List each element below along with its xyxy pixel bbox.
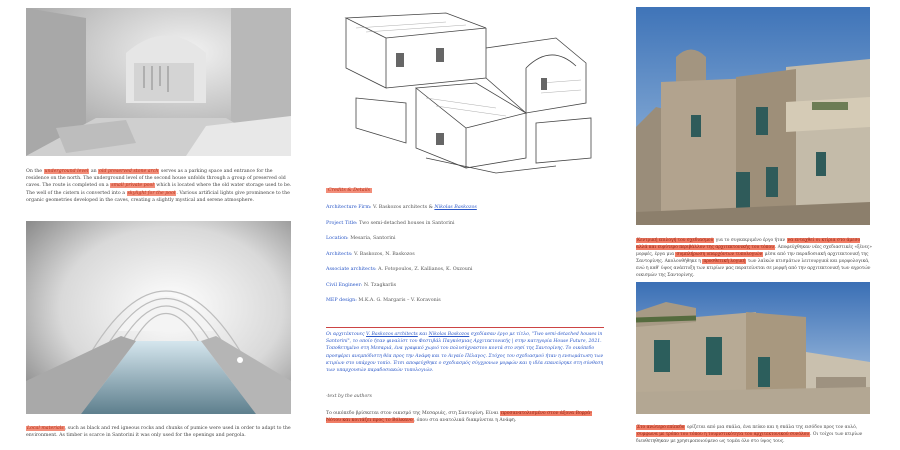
highlight: Στο ανώτερο επίπεδο [637,425,685,430]
credit-value: M.K.A. G. Margaris – V. Koravonis [356,298,441,303]
credit-label: Location: [326,236,349,241]
text: which is located where the old water storage used to be. The well of the cistern is converted into a [26,183,292,196]
highlight: προσανατολισμένο στον άξονα Βορρά-Νότου και κοιτάζει προς το Βόλκανο [326,411,592,424]
text: ορίζεται από μια σκάλα, ένα πεύκο και η σκάλα της εισόδου προς τον αυλό, [685,425,858,430]
text: , όπου στα ανατολικά διακρίνεται η Ανάφη. [413,418,517,424]
highlight: underground level [44,169,89,174]
text: σχεδίασαν έργο με τίτλο, "Two semi-detached houses in Santorini", το οποίο ήταν φιναλίστ του Φεστιβάλ Παγκόσμιας Αρχιτεκτονικής | στην κατηγορία House Future, 2021. Τοποθετημένο στη Μεσαριά, ένα γραφικό χωριό του πολυσύχναστου κοντά στο νησί της Σαντορίνης. Το οικόπεδο προσφέρει ανεμπόδιστη θέα προς την Ανάφη και το Αιγαίο Πέλαγος. Στόχος του σχεδιασμού ήταν η ενσωμάτωση των κτιρίων στο υπάρχον τοπίο. Έτσι αποφεύχθηκε ο σχεδιασμός σύγχρονων μορφών και η ιδέα επανεύρηκε στη σύνθεση των υπαρχουσών παραδοσιακών τυπολογιών. [326,332,604,374]
house-terrace-photo [636,282,870,414]
credit-row [326,283,606,299]
credits-title: Credits & Details [328,188,371,193]
credit-row [326,267,606,283]
upper-level-paragraph [636,424,872,445]
text: , such as black and red igneous rocks and chunks of pumice were used in order to adapt to the environment. As timber is scarce in Santorini it was only used for the openings and pergola. [26,426,291,439]
greek-quote-paragraph [326,327,604,374]
credit-link[interactable]: Nikolas Baskozos [434,205,477,210]
credit-row [326,205,606,221]
credit-value: Mesaria, Santorini [348,236,396,241]
highlight: συμπλήρωση υπαρχόντων τυπολογιών [676,252,763,257]
highlight: old preserved stone arch [99,169,159,174]
highlight: συμφωνα με τρόπο του τόπου η τουριστικότητα του αρχιτεκτονικού συνόλου [637,432,810,437]
author-note: -text by the authors [326,394,372,399]
credit-label: Associate architects: [326,267,377,272]
text: Οι αρχιτέκτονες [326,332,367,337]
site-paragraph [326,410,604,425]
house-exterior-photo [636,7,870,225]
highlight: Local materials [27,426,64,431]
credit-value: A. Fotopoulos, Z. Kallianos, K. Oxzouni [376,267,473,272]
text: On the [26,169,44,174]
credit-value: N. Tzagkarlis [362,282,397,288]
central-design-paragraph [636,237,872,279]
text: μέσα από την παραδοσιακή αρχιτεκτονική της Σαντορίνης. Ακολουθήθηκε η [636,252,869,264]
underground-level-paragraph [26,168,292,204]
credit-label: MEP design: [326,298,357,303]
credit-row [326,298,606,314]
credit-label: Civil Engineer: [326,282,363,288]
text: των λαϊκών κτισμάτων λειτουργικά και μορφολογικά, ενώ η καθ' ύψος ανάπτυξη των κτιρίων μας παρατείνεται σε μορφή από την αρχιτεκτονική των αγροτών οικισμών της Σαντορίνης. [636,259,871,278]
link[interactable]: V. Baskozos architects [366,332,418,337]
text: . Αποφεύχθηκαν νέες σχεδιαστικές «ξένες» μορφές, έργα μια [636,245,872,257]
text: . Various artificial lights give prominence to the organic geometries developed in the caves, creating a slightly mystical and serene atmosphere. [26,190,290,203]
text: serves as a parking space and entrance for the residence on the north. The underground level of the second house unfolds through a group of preserved old caves. The route is completed on a [26,169,286,189]
highlight: προσθετική λογική [703,259,746,264]
text: an [89,169,99,174]
highlight: να ενταχθεί οι κτίρια στο άμεσο αλλά και ευρύτερο περιβάλλον της αρχιτεκτονικής του τόπου [636,238,861,250]
text: Το οικόπεδο βρίσκεται στον οικισμό της Μεσαριάς, στη Σαντορίνη. Είναι [326,411,500,416]
axonometric-drawing-image [326,8,604,179]
credit-value: V. Baskozos architects & [371,205,435,210]
text: για το συγκεκριμένο έργο ήταν [714,238,787,243]
highlight: skylight for the pool [127,190,176,196]
local-materials-paragraph [26,425,292,439]
highlight: small private pool [111,183,154,189]
credit-label: Architects: [326,251,353,257]
credits-section [326,188,606,314]
credit-row [326,252,606,268]
credit-label: Project Title: [326,220,358,226]
highlight: Κεντρική επιλογή του σχεδιασμού [637,238,714,243]
credit-label: Architecture Firm: [326,205,372,210]
cave-pool-image [26,221,291,414]
credit-value: V. Baskozos, N. Baskozos [352,251,415,257]
text: . Οι τοίχοι των κτιρίων διευθετηθηκαν με χρησιμοποιούμενο ως τομέα όλο στο ύψος τους. [636,432,863,444]
credit-row [326,221,606,237]
link[interactable]: Nikolas Baskozos [428,332,470,337]
text: και [417,332,429,337]
bedroom-render-image [26,8,291,156]
credit-value: Two semi-detached houses in Santorini [357,220,455,226]
credit-row [326,236,606,252]
